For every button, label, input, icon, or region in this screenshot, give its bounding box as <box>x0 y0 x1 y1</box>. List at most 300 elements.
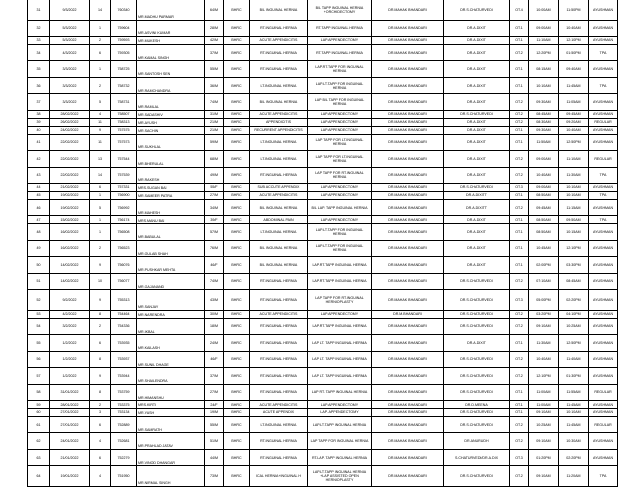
patient-id-cell: 754336 <box>111 318 137 335</box>
serial-no-cell: 53 <box>28 310 50 318</box>
end-time-cell: 11:45AM <box>559 401 589 409</box>
ot-sequence-cell: 2 <box>90 77 111 94</box>
unit-cell: BHRC <box>224 191 250 199</box>
patient-id-cell: 760340 <box>111 0 137 20</box>
ot-sequence-cell: 2 <box>90 37 111 45</box>
unit-cell: BHRC <box>224 199 250 216</box>
patient-name-cell: MRS.SUGAN BAI <box>137 184 205 192</box>
serial-no-cell: 44 <box>28 184 50 192</box>
patient-id-cell: 752889 <box>111 416 137 433</box>
ot-number-cell: OT.1 <box>510 224 529 241</box>
surgeon-cell: DR.MAHAK BHANDARI <box>372 257 444 274</box>
age-sex-cell: 27/M <box>205 384 224 401</box>
unit-cell: BHRC <box>224 20 250 37</box>
diagnosis-cell: B/L INGUINAL HERNIA <box>250 94 308 111</box>
surgeon-cell: DR.MAHAK BHANDARI <box>372 0 444 20</box>
ot-number-cell: OT.3 <box>510 184 529 192</box>
patient-id-cell: 758731 <box>111 94 137 111</box>
age-sex-cell: 37/M <box>205 44 224 61</box>
patient-id-cell: 758732 <box>111 77 137 94</box>
start-time-cell: 10:25AM <box>529 416 559 433</box>
ot-sequence-cell: 9 <box>90 126 111 134</box>
start-time-cell: 11:50AM <box>529 134 559 151</box>
patient-id-cell: 752279 <box>111 449 137 466</box>
ot-sequence-cell: 5 <box>90 94 111 111</box>
end-time-cell: 10:10AM <box>559 191 589 199</box>
surgeon-cell: DR.MAHAK BHANDARI <box>372 273 444 290</box>
ot-number-cell: OT.2 <box>510 110 529 118</box>
start-time-cell: 10:40AM <box>529 351 559 368</box>
end-time-cell: 03:30PM <box>559 257 589 274</box>
ot-number-cell: OT.1 <box>510 409 529 417</box>
patient-name-cell: MR.NIRMAL SINGH <box>137 466 205 487</box>
procedure-cell: LAP.APPENDECTOMY <box>308 191 372 199</box>
serial-no-cell: 42 <box>28 151 50 168</box>
scheme-cell: AYUSHMAN <box>589 449 618 466</box>
ot-number-cell: OT.1 <box>510 384 529 401</box>
start-time-cell: 08:50AM <box>529 216 559 224</box>
patient-id-cell: 757331 <box>111 184 137 192</box>
assistant-cell: DR.A.DIXIT <box>444 134 510 151</box>
patient-id-cell: 753944 <box>111 368 137 385</box>
ot-sequence-cell: 3 <box>90 409 111 417</box>
start-time-cell: 11:10AM <box>529 37 559 45</box>
surgeon-cell: DR.MAHAK BHANDARI <box>372 449 444 466</box>
ot-sequence-cell: 8 <box>90 384 111 401</box>
serial-no-cell: 51 <box>28 273 50 290</box>
patient-id-cell: 753937 <box>111 351 137 368</box>
scheme-cell: AYUSHMAN <box>589 335 618 352</box>
ot-number-cell: OT.2 <box>510 44 529 61</box>
start-time-cell: 08:50AM <box>529 224 559 241</box>
diagnosis-cell: ABDOMINAL PAIN <box>250 216 308 224</box>
surgery-date-cell: 16/02/2022 <box>50 224 90 241</box>
serial-no-cell: 37 <box>28 94 50 111</box>
procedure-cell: LAP TAPP FOR LT.INGUINAL HERNIA <box>308 151 372 168</box>
scheme-cell: AYUSHMAN <box>589 126 618 134</box>
end-time-cell: 11:15AM <box>559 199 589 216</box>
assistant-cell: DR.S.CHATURVEDI <box>444 318 510 335</box>
table-body <box>28 0 618 486</box>
surgery-date-cell: 27/01/2022 <box>50 409 90 417</box>
ot-sequence-cell: 8 <box>90 351 111 368</box>
patient-name-cell: MR.SUKHLAL <box>137 134 205 151</box>
start-time-cell: 09:00AM <box>529 20 559 37</box>
scheme-cell: AYUSHMAN <box>589 110 618 118</box>
assistant-cell: DR.S.CHATURVEDI <box>444 466 510 487</box>
diagnosis-cell: LT.INGUINAL HERNIA <box>250 77 308 94</box>
end-time-cell: 10:30AM <box>559 433 589 450</box>
diagnosis-cell: ACUTE APPENDICITIS <box>250 310 308 318</box>
age-sex-cell: 68/M <box>205 151 224 168</box>
patient-name-cell: MR.RAMLAL <box>137 94 205 111</box>
assistant-cell: DR.A.DIXITT <box>444 191 510 199</box>
age-sex-cell: 55/F <box>205 184 224 192</box>
patient-id-cell: 756508 <box>111 224 137 241</box>
table-row <box>28 151 618 168</box>
patient-id-cell: 757573 <box>111 134 137 151</box>
ot-sequence-cell: 11 <box>90 134 111 151</box>
patient-name-cell: MR.AYUSH <box>137 118 205 126</box>
surgery-date-cell: 3/3/2022 <box>50 61 90 78</box>
end-time-cell: 02:20PM <box>559 290 589 311</box>
end-time-cell: 12:10PM <box>559 37 589 45</box>
surgery-date-cell: 21/01/2022 <box>50 449 90 466</box>
end-time-cell: 12:50PM <box>559 134 589 151</box>
ot-number-cell: OT.1 <box>510 216 529 224</box>
patient-name-cell: MR.MUKESH <box>137 37 205 45</box>
start-time-cell: 07:10AM <box>529 273 559 290</box>
surgeon-cell: DR.MAHAK BHANDARI <box>372 118 444 126</box>
age-sex-cell: 27/M <box>205 191 224 199</box>
age-sex-cell: 43/M <box>205 290 224 311</box>
surgeon-cell: DR.MAHAK BHANDARI <box>372 77 444 94</box>
scheme-cell: REGULAR <box>589 118 618 126</box>
patient-id-cell: 756900 <box>111 191 137 199</box>
patient-name-cell: MR.BABULAL <box>137 224 205 241</box>
patient-id-cell: 755313 <box>111 290 137 311</box>
age-sex-cell: 24/M <box>205 335 224 352</box>
procedure-cell: LAP LT. TAPP INGUINAL HERNIA <box>308 368 372 385</box>
scheme-cell: AYUSHMAN <box>589 318 618 335</box>
ot-number-cell: OT.2 <box>510 167 529 184</box>
surgeon-cell: DR.MAHAK BHANDARI <box>372 401 444 409</box>
diagnosis-cell: ACUTE APPENDICITIS <box>250 37 308 45</box>
ot-number-cell: OT.2 <box>510 94 529 111</box>
unit-cell: BHRC <box>224 134 250 151</box>
surgeon-cell: DR.MAHAK BHANDARI <box>372 126 444 134</box>
table-row <box>28 318 618 335</box>
ot-sequence-cell: 6 <box>90 335 111 352</box>
end-time-cell: 11:50PM <box>559 0 589 20</box>
assistant-cell: DR.S.CHATURVEDI <box>444 384 510 401</box>
patient-id-cell: 752681 <box>111 433 137 450</box>
patient-name-cell: MR.RAMCHANDRA <box>137 77 205 94</box>
table-row <box>28 61 618 78</box>
surgery-date-cell: 28/01/2022 <box>50 401 90 409</box>
scheme-cell: AYUSHMAN <box>589 184 618 192</box>
diagnosis-cell: ICAL HERNIA+INGUINAL H <box>250 466 308 487</box>
end-time-cell: 02:20PM <box>559 449 589 466</box>
diagnosis-cell: SUB ACCUTE APPENDIX <box>250 184 308 192</box>
patient-name-cell: MR.PRAHLAD JATAV <box>137 433 205 450</box>
diagnosis-cell: RT.INGUINAL HERNIA <box>250 384 308 401</box>
surgeon-cell: DR.MAHAK BHANDARI <box>372 110 444 118</box>
assistant-cell: DR.S.CHATURVEDI <box>444 368 510 385</box>
patient-id-cell: 759305 <box>111 44 137 61</box>
diagnosis-cell: LT.INGUINAL HERNIA <box>250 224 308 241</box>
scheme-cell: AYUSHMAN <box>589 61 618 78</box>
age-sex-cell: 21/M <box>205 118 224 126</box>
start-time-cell: 09:00AM <box>529 184 559 192</box>
table-row <box>28 310 618 318</box>
surgery-date-cell: 22/02/2022 <box>50 134 90 151</box>
procedure-cell: LAP.APPENDECTOMY <box>308 118 372 126</box>
surgeon-cell: DR.MAHAK BHANDARI <box>372 44 444 61</box>
table-row <box>28 368 618 385</box>
assistant-cell: DR.S.CHATURVEDI <box>444 409 510 417</box>
procedure-cell: RT.LAP. TAPP INGUINAL HERNIA <box>308 449 372 466</box>
age-sex-cell: 31/M <box>205 110 224 118</box>
patient-name-cell: MR.SADASHIV <box>137 110 205 118</box>
serial-no-cell: 47 <box>28 216 50 224</box>
start-time-cell: 11:00AM <box>529 384 559 401</box>
assistant-cell: DR.S.CHATURVEDI <box>444 290 510 311</box>
ot-number-cell: OT.3 <box>510 290 529 311</box>
ot-sequence-cell: 9 <box>90 368 111 385</box>
scheme-cell: REGULAR <box>589 416 618 433</box>
patient-id-cell: 758313 <box>111 118 137 126</box>
surgery-date-cell: 5/3/2022 <box>50 20 90 37</box>
serial-no-cell: 55 <box>28 335 50 352</box>
assistant-cell: DR.A.DIXIT <box>444 77 510 94</box>
unit-cell: BHRC <box>224 351 250 368</box>
ot-sequence-cell: 6 <box>90 44 111 61</box>
assistant-cell: DR.A.DIXIT <box>444 94 510 111</box>
ot-number-cell: OT.1 <box>510 134 529 151</box>
serial-no-cell: 58 <box>28 384 50 401</box>
ot-sequence-cell: 6 <box>90 449 111 466</box>
age-sex-cell: 21/M <box>205 126 224 134</box>
unit-cell: BHRC <box>224 433 250 450</box>
unit-cell: BHRC <box>224 216 250 224</box>
age-sex-cell: 55/M <box>205 416 224 433</box>
surgery-date-cell: 15/02/2022 <box>50 216 90 224</box>
unit-cell: BHRC <box>224 110 250 118</box>
ot-sequence-cell: 14 <box>90 0 111 20</box>
serial-no-cell: 57 <box>28 368 50 385</box>
patient-name-cell: MR.NARENDRA <box>137 310 205 318</box>
diagnosis-cell: RT.INGUINAL HERNIA <box>250 20 308 37</box>
surgeon-cell: DR.MAHAK BHANDARI <box>372 416 444 433</box>
scheme-cell: AYUSHMAN <box>589 351 618 368</box>
patient-name-cell: MR.KAMAL SINGH <box>137 44 205 61</box>
end-time-cell: 11:40AM <box>559 351 589 368</box>
ot-number-cell: OT.2 <box>510 151 529 168</box>
age-sex-cell: 44/M <box>205 449 224 466</box>
surgery-date-cell: 21/02/2022 <box>50 184 90 192</box>
table-row <box>28 126 618 134</box>
ot-sequence-cell: 11 <box>90 118 111 126</box>
serial-no-cell: 41 <box>28 134 50 151</box>
ot-number-cell: OT.1 <box>510 401 529 409</box>
patient-id-cell: 757544 <box>111 151 137 168</box>
surgeon-cell: DR.MAHAK BHANDARI <box>372 368 444 385</box>
patient-id-cell: 756076 <box>111 257 137 274</box>
patient-name-cell: MR.SUNIL DHAGE <box>137 351 205 368</box>
serial-no-cell: 46 <box>28 199 50 216</box>
ot-sequence-cell: 13 <box>90 151 111 168</box>
diagnosis-cell: RT.INGUINAL HERNIA <box>250 318 308 335</box>
ot-sequence-cell: 1 <box>90 20 111 37</box>
procedure-cell: LAP.APPENDECTOMY <box>308 110 372 118</box>
table-row <box>28 257 618 274</box>
scheme-cell: AYUSHMAN <box>589 290 618 311</box>
age-sex-cell: 34/M <box>205 199 224 216</box>
table-row <box>28 224 618 241</box>
end-time-cell: 11:05AM <box>559 94 589 111</box>
ot-sequence-cell: 5 <box>90 199 111 216</box>
assistant-cell: DR.A.DIXIT <box>444 224 510 241</box>
serial-no-cell: 39 <box>28 118 50 126</box>
surgery-register-sheet <box>27 0 617 487</box>
diagnosis-cell: RT.INGUINAL HERNIA <box>250 44 308 61</box>
assistant-cell: DR.A.DIXIT <box>444 167 510 184</box>
patient-name-cell: MR.HIMANSHU <box>137 384 205 401</box>
start-time-cell: 08:30AM <box>529 118 559 126</box>
age-sex-cell: 46/F <box>205 257 224 274</box>
serial-no-cell: 40 <box>28 126 50 134</box>
diagnosis-cell: RT.INGUINAL HERNIA <box>250 368 308 385</box>
ot-number-cell: OT.2 <box>510 310 529 318</box>
serial-no-cell: 64 <box>28 466 50 487</box>
procedure-cell: LAP TAPP FOR RT.INGUINAL HERNIA <box>308 167 372 184</box>
scheme-cell: REGULAR <box>589 151 618 168</box>
end-time-cell: 01:30PM <box>559 368 589 385</box>
surgeon-cell: DR.MAHAK BHANDARI <box>372 240 444 257</box>
surgeon-cell: DR.MAHAK BHANDARI <box>372 409 444 417</box>
surgeon-cell: DR.MAHAK BHANDARI <box>372 318 444 335</box>
assistant-cell: DR.A.DIXIT <box>444 118 510 126</box>
procedure-cell: LAP.APPENDECTOMY <box>308 184 372 192</box>
assistant-cell: DR.S.CHATURVEDI <box>444 351 510 368</box>
procedure-cell: RT.TAPP INGUINAL HERNIA <box>308 20 372 37</box>
ot-number-cell: OT.1 <box>510 20 529 37</box>
scheme-cell: AYUSHMAN <box>589 401 618 409</box>
ot-number-cell: OT.2 <box>510 416 529 433</box>
end-time-cell: 09:20AM <box>559 118 589 126</box>
procedure-cell: LAP.APPENDECTOMY <box>308 37 372 45</box>
table-row <box>28 416 618 433</box>
assistant-cell: DR.A.DIXIT <box>444 44 510 61</box>
surgery-date-cell: 1/2/2022 <box>50 368 90 385</box>
diagnosis-cell: RT.INGUINAL HERNIA <box>250 167 308 184</box>
ot-number-cell: OT.2 <box>510 433 529 450</box>
end-time-cell: 10:40AM <box>559 20 589 37</box>
assistant-cell: DR.A.DIXIT <box>444 335 510 352</box>
procedure-cell: LAP.APPENDECTOMY <box>308 310 372 318</box>
surgery-date-cell: 24/01/2022 <box>50 433 90 450</box>
table-row <box>28 335 618 352</box>
ot-number-cell: OT.4 <box>510 0 529 20</box>
scheme-cell: AYUSHMAN <box>589 273 618 290</box>
assistant-cell: DR.A.DIXIT <box>444 20 510 37</box>
surgery-date-cell: 14/02/2022 <box>50 273 90 290</box>
ot-sequence-cell: 4 <box>90 466 111 487</box>
assistant-cell: DR.A.DIXIT <box>444 216 510 224</box>
scheme-cell: AYUSHMAN <box>589 409 618 417</box>
procedure-cell: LAP LT. TAPP INGUINAL HERNIA <box>308 335 372 352</box>
serial-no-cell: 33 <box>28 37 50 45</box>
age-sex-cell: 39/F <box>205 216 224 224</box>
patient-id-cell: 756077 <box>111 273 137 290</box>
patient-id-cell: 757575 <box>111 126 137 134</box>
ot-number-cell: OT.1 <box>510 335 529 352</box>
diagnosis-cell: RT.INGUINAL HERNIA <box>250 351 308 368</box>
table-row <box>28 351 618 368</box>
end-time-cell: 10:10AM <box>559 409 589 417</box>
scheme-cell: AYUSHMAN <box>589 37 618 45</box>
end-time-cell: 10:15AM <box>559 224 589 241</box>
diagnosis-cell: LT.INGUINAL HERNIA <box>250 416 308 433</box>
ot-number-cell: OT.3 <box>510 449 529 466</box>
table-row <box>28 167 618 184</box>
start-time-cell: 10:40AM <box>529 167 559 184</box>
end-time-cell: 12:50PM <box>559 335 589 352</box>
table-row <box>28 37 618 45</box>
patient-name-cell: MR.VINOD DHANGAR <box>137 449 205 466</box>
age-sex-cell: 76/M <box>205 240 224 257</box>
serial-no-cell: 31 <box>28 0 50 20</box>
end-time-cell: 11:55AM <box>559 384 589 401</box>
scheme-cell: TPA <box>589 44 618 61</box>
scheme-cell: AYUSHMAN <box>589 20 618 37</box>
surgeon-cell: DR.MAHAK BHANDARI <box>372 184 444 192</box>
procedure-cell: RT.TAPP INGUINAL HERNIA <box>308 44 372 61</box>
ot-sequence-cell: 14 <box>90 167 111 184</box>
serial-no-cell: 49 <box>28 240 50 257</box>
end-time-cell: 01:50PM <box>559 44 589 61</box>
assistant-cell: S.CHATURVEDI/DR.A.DIX <box>444 449 510 466</box>
table-row <box>28 20 618 37</box>
surgery-date-cell: 14/02/2022 <box>50 257 90 274</box>
procedure-cell: LAP. APPENDECTOMY <box>308 409 372 417</box>
surgery-register-table <box>27 0 618 487</box>
scheme-cell: AYUSHMAN <box>589 310 618 318</box>
diagnosis-cell: B/L INGUINAL HERNIA <box>250 257 308 274</box>
assistant-cell: DR.A.DIXIT <box>444 126 510 134</box>
end-time-cell: 09:50AM <box>559 216 589 224</box>
end-time-cell: 08:45AM <box>559 273 589 290</box>
table-row <box>28 118 618 126</box>
table-row <box>28 466 618 487</box>
table-row <box>28 44 618 61</box>
surgeon-cell: DR.MAHAK BHANDARI <box>372 433 444 450</box>
age-sex-cell: 64/M <box>205 0 224 20</box>
patient-id-cell: 753935 <box>111 335 137 352</box>
serial-no-cell: 35 <box>28 61 50 78</box>
unit-cell: BHRC <box>224 466 250 487</box>
ot-sequence-cell: 9 <box>90 257 111 274</box>
ot-number-cell: OT.1 <box>510 191 529 199</box>
patient-id-cell: 759604 <box>111 20 137 37</box>
start-time-cell: 09:10AM <box>529 409 559 417</box>
procedure-cell: LAP.APPENDECTOMY <box>308 126 372 134</box>
patient-name-cell: MR.BHERULAL <box>137 151 205 168</box>
unit-cell: BHRC <box>224 290 250 311</box>
serial-no-cell: 61 <box>28 416 50 433</box>
assistant-cell: DR.A.DIXIT <box>444 61 510 78</box>
surgeon-cell: DR.MAHAK BHANDARI <box>372 224 444 241</box>
table-row <box>28 94 618 111</box>
patient-name-cell: MR.GULAB SHAH <box>137 240 205 257</box>
assistant-cell: DR.A.DIXIT <box>444 37 510 45</box>
procedure-cell: LAP.LT.TAPP INGUINAL HERNIA +LAP ASSISTED OPEN HERNIOPLASTY <box>308 466 372 487</box>
surgeon-cell: DR.MAHAK BHANDARI <box>372 290 444 311</box>
start-time-cell: 09:10AM <box>529 318 559 335</box>
patient-id-cell: 758725 <box>111 61 137 78</box>
procedure-cell: LAP RT. TAPP INGUINAL HERNIA <box>308 384 372 401</box>
patient-name-cell: MR.SAMRATH <box>137 416 205 433</box>
table-row <box>28 199 618 216</box>
ot-sequence-cell: 9 <box>90 290 111 311</box>
surgery-date-cell: 26/02/2022 <box>50 118 90 126</box>
table-row <box>28 433 618 450</box>
start-time-cell: 09:30AM <box>529 126 559 134</box>
unit-cell: BHRC <box>224 0 250 20</box>
surgery-date-cell: 19/01/2022 <box>50 466 90 487</box>
table-row <box>28 184 618 192</box>
